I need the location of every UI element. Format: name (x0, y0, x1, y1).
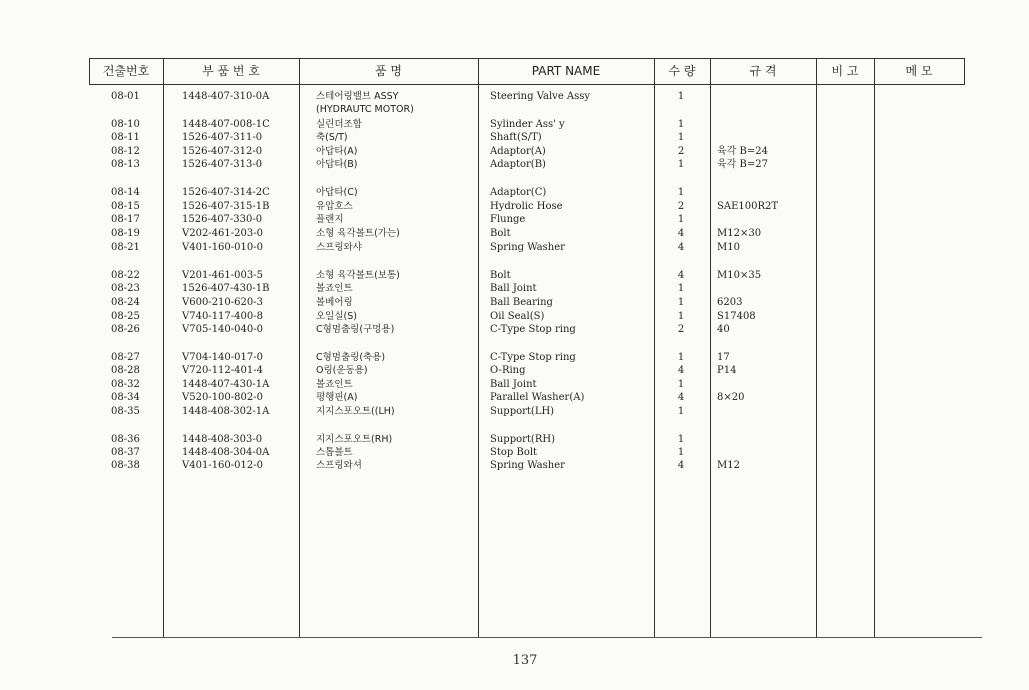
korean-name: 스프링와샤 (316, 242, 362, 253)
row-number: 08-38 (111, 460, 140, 471)
row-number: 08-34 (111, 392, 140, 403)
korean-name: 소형 육각볼트(보통) (316, 270, 400, 281)
quantity: 1 (677, 311, 685, 322)
row-number: 08-36 (111, 434, 140, 445)
part-number: 1526-407-314-2C (182, 187, 270, 198)
part-number: V600-210-620-3 (182, 297, 263, 308)
korean-name: 지지스포오트(RH) (316, 434, 393, 445)
part-number: 1448-407-310-0A (182, 91, 270, 102)
part-number: V401-160-012-0 (182, 460, 263, 471)
header-part-name: PART NAME (531, 64, 601, 78)
row-number: 08-23 (111, 283, 140, 294)
part-number: 1526-407-312-0 (182, 146, 263, 157)
korean-name: 오일실(S) (316, 311, 357, 322)
parts-table (89, 58, 965, 638)
row-number: 08-26 (111, 324, 140, 335)
header-kor-name: 품 명 (375, 64, 402, 78)
quantity: 4 (677, 228, 685, 239)
korean-name: 축(S/T) (316, 132, 348, 143)
column-rule (299, 58, 300, 638)
quantity: 1 (677, 214, 685, 225)
header-spec: 규 격 (749, 64, 777, 78)
part-number: V720-112-401-4 (182, 365, 263, 376)
quantity: 1 (677, 132, 685, 143)
header-qty: 수 량 (668, 64, 696, 78)
specification: 8×20 (717, 392, 745, 403)
row-number: 08-19 (111, 228, 140, 239)
specification: 6203 (717, 297, 743, 308)
part-number: 1526-407-430-1B (182, 283, 270, 294)
quantity: 1 (677, 119, 685, 130)
header-no: 건출번호 (102, 64, 150, 78)
row-number: 08-15 (111, 201, 140, 212)
row-number: 08-10 (111, 119, 140, 130)
page-number: 137 (512, 653, 538, 668)
part-name: Adaptor(B) (490, 159, 546, 170)
specification: S17408 (717, 311, 756, 322)
korean-name: 실린더조합 (316, 119, 362, 130)
part-number: V740-117-400-8 (182, 311, 263, 322)
part-name: Stop Bolt (490, 447, 538, 458)
korean-name: 스프링와셔 (316, 460, 362, 471)
part-number: 1448-408-302-1A (182, 406, 270, 417)
korean-name: 아답타(A) (316, 146, 358, 157)
part-name: Flunge (490, 214, 526, 225)
part-number: 1526-407-315-1B (182, 201, 270, 212)
quantity: 4 (677, 365, 685, 376)
quantity: 1 (677, 283, 685, 294)
row-number: 08-13 (111, 159, 140, 170)
part-number: 1526-407-313-0 (182, 159, 263, 170)
korean-name-line2: (HYDRAUTC MOTOR) (316, 104, 414, 115)
part-number: 1526-407-311-0 (182, 132, 263, 143)
part-number: 1448-408-304-0A (182, 447, 270, 458)
quantity: 4 (677, 270, 685, 281)
quantity: 2 (677, 146, 685, 157)
quantity: 1 (677, 352, 685, 363)
part-name: C-Type Stop ring (490, 352, 576, 363)
quantity: 4 (677, 460, 685, 471)
part-name: Parallel Washer(A) (490, 392, 585, 403)
quantity: 1 (677, 159, 685, 170)
specification: M10 (717, 242, 740, 253)
row-number: 08-24 (111, 297, 140, 308)
part-name: Shaft(S/T) (490, 132, 542, 143)
quantity: 1 (677, 406, 685, 417)
column-rule (964, 58, 965, 84)
specification: SAE100R2T (717, 201, 779, 212)
header-remark: 비 고 (831, 64, 859, 78)
korean-name: 유압호스 (316, 201, 353, 212)
column-rule (874, 58, 875, 638)
korean-name: 아답타(C) (316, 187, 358, 198)
row-number: 08-25 (111, 311, 140, 322)
korean-name: C형멈춤링(구멍용) (316, 324, 395, 335)
row-number: 08-37 (111, 447, 140, 458)
column-rule (816, 58, 817, 638)
row-number: 08-32 (111, 379, 140, 390)
part-name: Spring Washer (490, 242, 565, 253)
part-number: 1448-407-008-1C (182, 119, 270, 130)
part-name: Bolt (490, 228, 511, 239)
row-number: 08-17 (111, 214, 140, 225)
specification: 육각 B=27 (717, 159, 768, 170)
part-name: C-Type Stop ring (490, 324, 576, 335)
row-number: 08-11 (111, 132, 140, 143)
part-name: Spring Washer (490, 460, 565, 471)
part-number: 1526-407-330-0 (182, 214, 263, 225)
row-number: 08-28 (111, 365, 140, 376)
part-number: V401-160-010-0 (182, 242, 263, 253)
part-name: Adaptor(C) (490, 187, 547, 198)
column-rule (163, 58, 164, 638)
part-number: V705-140-040-0 (182, 324, 263, 335)
row-number: 08-21 (111, 242, 140, 253)
column-rule (654, 58, 655, 638)
row-number: 08-35 (111, 406, 140, 417)
korean-name: 볼베어링 (316, 297, 353, 308)
korean-name: 지지스포오트((LH) (316, 406, 395, 417)
korean-name: 소형 육각볼트(가는) (316, 228, 400, 239)
quantity: 1 (677, 447, 685, 458)
korean-name: 볼죠인트 (316, 379, 353, 390)
part-name: Ball Bearing (490, 297, 553, 308)
part-name: Support(RH) (490, 434, 555, 445)
header-memo: 메 모 (905, 64, 933, 78)
korean-name: 스테어링밸브 ASSY (316, 91, 399, 102)
specification: M12×30 (717, 228, 762, 239)
korean-name: C형멈춤링(축용) (316, 352, 386, 363)
korean-name: O링(운동용) (316, 365, 368, 376)
quantity: 1 (677, 434, 685, 445)
korean-name: 스톱볼트 (316, 447, 353, 458)
korean-name: 평행핀(A) (316, 392, 358, 403)
part-name: Steering Valve Assy (490, 91, 591, 102)
specification: 17 (717, 352, 730, 363)
row-number: 08-01 (111, 91, 140, 102)
quantity: 1 (677, 187, 685, 198)
specification: M12 (717, 460, 740, 471)
row-number: 08-14 (111, 187, 140, 198)
part-name: Adaptor(A) (490, 146, 546, 157)
korean-name: 아답타(B) (316, 159, 358, 170)
quantity: 4 (677, 242, 685, 253)
header-part-no: 부 품 번 호 (202, 64, 260, 78)
korean-name: 볼죠인트 (316, 283, 353, 294)
part-number: V704-140-017-0 (182, 352, 263, 363)
part-name: Oil Seal(S) (490, 311, 545, 322)
quantity: 2 (677, 201, 685, 212)
part-number: 1448-408-303-0 (182, 434, 263, 445)
specification: 육각 B=24 (717, 146, 768, 157)
part-number: 1448-407-430-1A (182, 379, 270, 390)
korean-name: 플랜지 (316, 214, 344, 225)
quantity: 1 (677, 379, 685, 390)
row-number: 08-22 (111, 270, 140, 281)
part-number: V202-461-203-0 (182, 228, 263, 239)
part-name: Sylinder Ass' y (490, 119, 565, 130)
row-number: 08-27 (111, 352, 140, 363)
part-number: V201-461-003-5 (182, 270, 263, 281)
specification: 40 (717, 324, 730, 335)
part-name: O-Ring (490, 365, 526, 376)
part-name: Bolt (490, 270, 511, 281)
specification: P14 (717, 365, 737, 376)
specification: M10×35 (717, 270, 762, 281)
quantity: 4 (677, 392, 685, 403)
part-name: Ball Joint (490, 379, 537, 390)
row-number: 08-12 (111, 146, 140, 157)
part-name: Hydrolic Hose (490, 201, 563, 212)
quantity: 2 (677, 324, 685, 335)
header-bottom-rule (89, 84, 965, 85)
part-number: V520-100-802-0 (182, 392, 263, 403)
part-name: Support(LH) (490, 406, 555, 417)
column-rule (710, 58, 711, 638)
quantity: 1 (677, 297, 685, 308)
part-name: Ball Joint (490, 283, 537, 294)
page-bottom-rule (112, 637, 982, 638)
column-rule (478, 58, 479, 638)
quantity: 1 (677, 91, 685, 102)
